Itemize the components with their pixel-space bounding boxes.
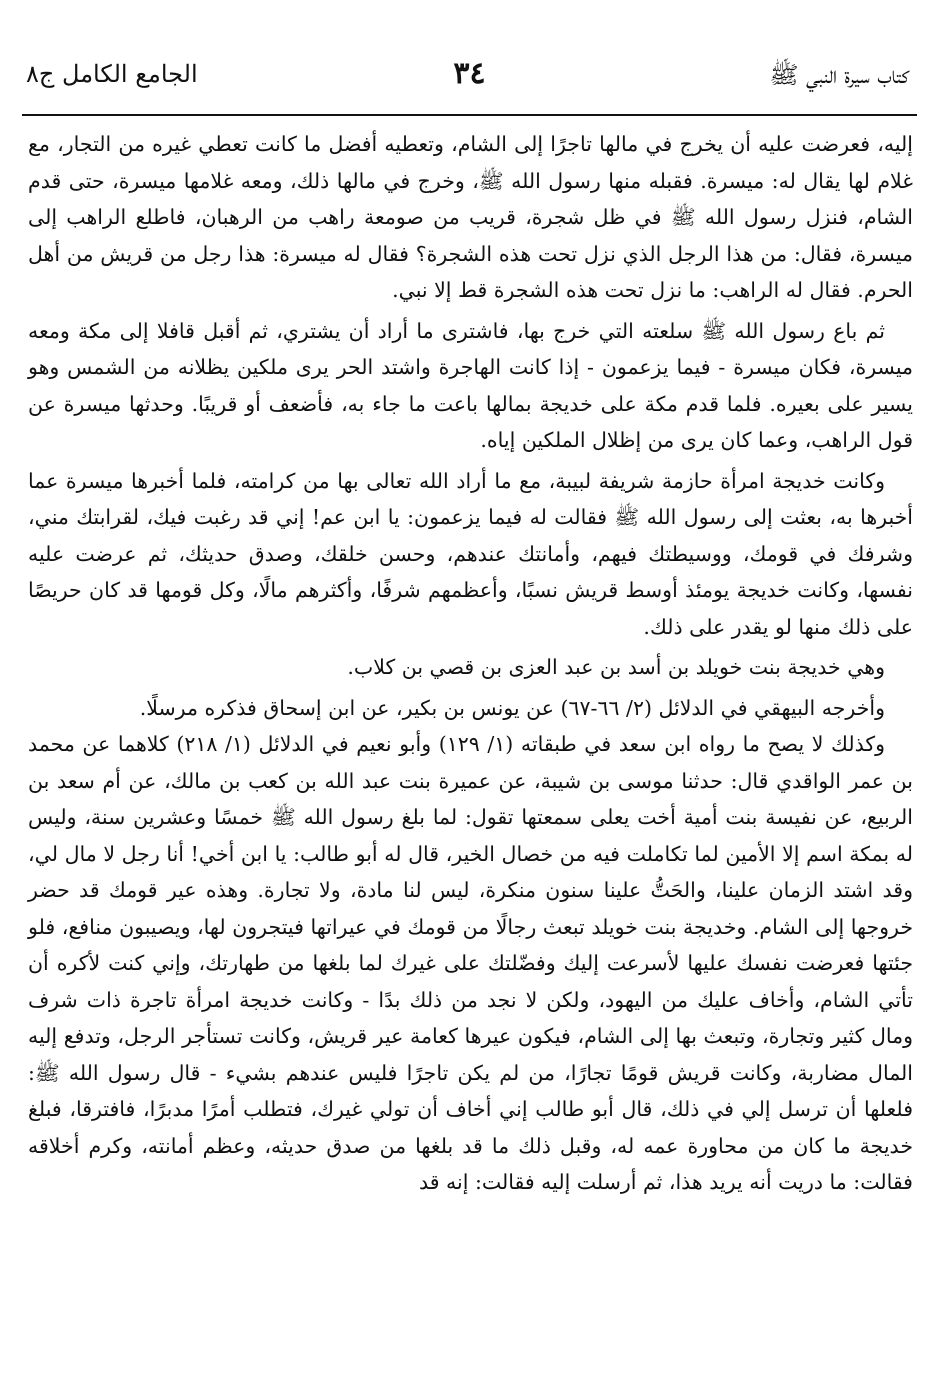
page-number: ٣٤ xyxy=(453,56,486,91)
volume-title: الجامع الكامل ج٨ xyxy=(26,60,198,88)
paragraph: وأخرجه البيهقي في الدلائل (٢/ ٦٦-٦٧) عن يونس بن بكير، عن ابن إسحاق فذكره مرسلًا. xyxy=(139,695,885,720)
book-title: كتاب سيرة النبي ﷺ xyxy=(769,61,909,89)
paragraph: إليه، فعرضت عليه أن يخرج في مالها تاجرًا إلى الشام، وتعطيه أفضل ما كانت تعطي غيره من التجار، مع غلام لها يقال له: ميسرة. فقبله منها رسول الله ﷺ، وخرج في مالها ذلك، ومعه غلامها ميسرة، حتى قدم الشام، فنزل رسول الله ﷺ في ظل شجرة، قريب من صومعة راهب من الرهبان، فاطلع الراهب إلى ميسرة، فقال: من هذا الرجل الذي نزل تحت هذه الشجرة؟ فقال له ميسرة: هذا رجل من قريش من أهل الحرم. فقال له الراهب: ما نزل تحت هذه الشجرة قط إلا نبي. xyxy=(28,132,913,302)
page-header xyxy=(22,56,917,100)
paragraph: ثم باع رسول الله ﷺ سلعته التي خرج بها، فاشترى ما أراد أن يشتري، ثم أقبل قافلا إلى مكة ومعه ميسرة، فكان ميسرة - فيما يزعمون - إذا كانت الهاجرة واشتد الحر يرى ملكين يظلانه من الشمس وهو يسير على بعيره. فلما قدم مكة على خديجة بمالها باعت ما جاء به، فأضعف أو قريبًا. وحدثها ميسرة عن قول الراهب، وعما كان يرى من إظلال الملكين إياه. xyxy=(28,318,913,452)
page-body xyxy=(28,126,913,1201)
header-divider xyxy=(22,114,917,116)
paragraph: وهي خديجة بنت خويلد بن أسد بن عبد العزى بن قصي بن كلاب. xyxy=(347,655,885,679)
book-page xyxy=(22,0,917,1376)
paragraph: وكذلك لا يصح ما رواه ابن سعد في طبقاته (١/ ١٢٩) وأبو نعيم في الدلائل (١/ ٢١٨) كلاهما عن محمد بن عمر الواقدي قال: حدثنا موسى بن شيبة، عن عميرة بنت عبد الله بن كعب بن مالك، عن أم سعد بن الربيع، عن نفيسة بنت أمية أخت يعلى سمعتها تقول: لما بلغ رسول الله ﷺ خمسًا وعشرين سنة، وليس له بمكة اسم إلا الأمين لما تكاملت فيه من خصال الخير، قال له أبو طالب: يا ابن أخي! أنا رجل لا مال لي، وقد اشتد الزمان علينا، والحَتُّ علينا سنون منكرة، ليس لنا مادة، ولا تجارة. وهذه عير قومك قد حضر خروجها إلى الشام. وخديجة بنت خويلد تبعث رجالًا من قومك في عيراتها فيتجرون لها، ويصيبون منافع، فلو جئتها فعرضت نفسك عليها لأسرعت إليك وفضّلتك على غيرك لما بلغها من طهارتك، وإني كنت لأكره أن تأتي الشام، وأخاف عليك من اليهود، ولكن لا نجد من ذلك بدًا - وكانت خديجة امرأة تاجرة ذات شرف ومال كثير وتجارة، وتبعث بها إلى الشام، فيكون عيرها كعامة عير قريش، وكانت تستأجر الرجل، وتدفع إليه المال مضاربة، وكانت قريش قومًا تجارًا، من لم يكن تاجرًا فليس عندهم بشيء - قال رسول الله ﷺ: فلعلها أن ترسل إلي في ذلك، قال أبو طالب إني أخاف أن تولي غيرك، فتطلب أمرًا مدبرًا، فافترقا، فبلغ خديجة ما كان من محاورة عمه له، وقبل ذلك ما قد بلغها من صدق حديثه، وعظم أمانته، وكرم أخلاقه فقالت: ما دريت أنه يريد هذا، ثم أرسلت إليه فقالت: إنه قد xyxy=(28,732,913,1194)
paragraph: وكانت خديجة امرأة حازمة شريفة لبيبة، مع ما أراد الله تعالى بها من كرامته، فلما أخبرها ميسرة عما أخبرها به، بعثت إلى رسول الله ﷺ فقالت له فيما يزعمون: يا ابن عم! إني قد رغبت فيك، لقرابتك مني، وشرفك في قومك، ووسيطتك فيهم، وأمانتك عندهم، وحسن خلقك، وصدق حديثك، ثم عرضت عليه نفسها، وكانت خديجة يومئذ أوسط قريش نسبًا، وأعظمهم شرفًا، وأكثرهم مالًا، وكل قومها قد كان حريصًا على ذلك منها لو يقدر على ذلك. xyxy=(28,468,913,639)
